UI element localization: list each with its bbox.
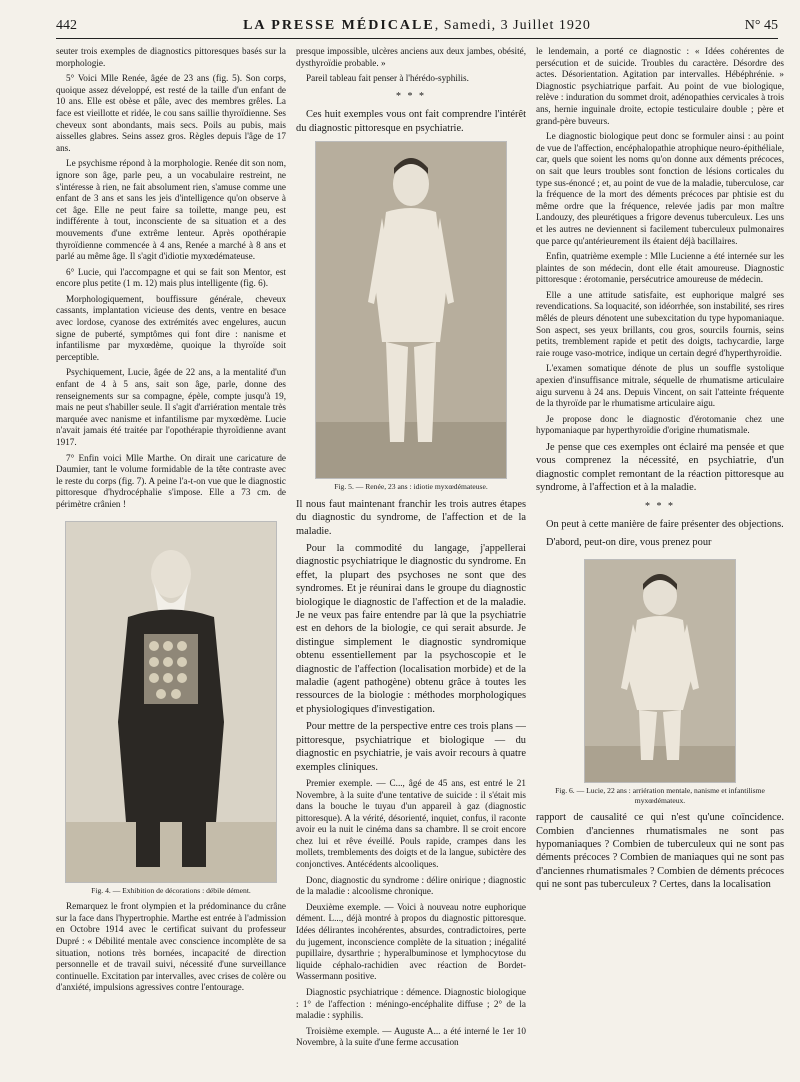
paragraph: Il nous faut maintenant franchir les trois autres étapes du diagnostic du syndrome, de l'affection et de la maladie. [296, 498, 526, 537]
figure-4-photo [65, 521, 277, 883]
paragraph: D'abord, peut-on dire, vous prenez pour [546, 536, 712, 548]
child-figure-illustration [585, 560, 735, 782]
paragraph: Je pense que ces exemples ont éclairé ma pensée et que vous comprenez la nécessité, en psychiatrie, d'un diagnostic complet remontant de la réaction pittoresque au syndrome, à l'affection et à la maladie. [536, 442, 784, 494]
column-3 [536, 46, 784, 1082]
paragraph: Diagnostic psychiatrique : démence. Diagnostic biologique : 1° de l'affection : méningo-encéphalite diffuse ; 2° de la maladie : syphilis. [296, 987, 526, 1021]
paragraph: 5° Voici Mlle Renée, âgée de 23 ans (fig. 5). Son corps, quoique assez développé, est resté de la taille d'un enfant de 10 ans. Elle est obèse et pâle, avec des membres grêles. La face est vieillotte et ridée, le cou sans saillie thyroïdienne. Ses cheveux sont abondants, mais secs. Poils au pubis, mais aisselles glabres. Seins assez gros. Règles depuis l'âge de 17 ans. [56, 73, 286, 153]
paragraph: Je propose donc le diagnostic d'érotomanie chez une hypomaniaque par hyperthyroïdie d'origine rhumatismale. [536, 413, 784, 436]
paragraph: Morphologiquement, bouffissure générale, cheveux cassants, implantation vicieuse des dents, ventre en besace avec lordose, cyanose des extrémités avec engelures, aucun signe de puberté, symptômes qui font dire : nanisme et infantilisme par myxœdème, quoique la thyroïde soit perceptible. [56, 293, 286, 362]
paragraph: On peut à cette manière de faire présenter des objections. [546, 519, 784, 531]
page-number: 442 [56, 18, 77, 33]
issue-date: , Samedi, 3 Juillet 1920 [434, 18, 591, 33]
figure-5-photo [315, 141, 507, 479]
paragraph: Pour mettre de la perspective entre ces trois plans — pittoresque, psychiatrique et biologique — du diagnostic en psychiatrie, je vais avoir recours à quatre exemples cliniques. [296, 721, 526, 773]
paragraph: seuter trois exemples de diagnostics pittoresques basés sur la morphologie. [56, 46, 286, 68]
section-separator: * * * [645, 500, 675, 512]
paragraph: 6° Lucie, qui l'accompagne et qui se fait son Mentor, est encore plus petite (1 m. 12) mais plus intelligente (fig. 6). [56, 266, 286, 289]
paragraph: Pareil tableau fait penser à l'hérédo-syphilis. [306, 73, 469, 84]
running-header [56, 16, 778, 39]
figure-6-caption: Fig. 6. — Lucie, 22 ans : arriération mentale, nanisme et infantilisme myxœdémateux. [555, 786, 765, 805]
paragraph: Le diagnostic biologique peut donc se formuler ainsi : au point de vue de l'affection, encéphalopathie atrophique neuro-épithéliale, car, quels que soient les noms qu'on donne aux déments précoces, on sait que leurs troubles sont fonction de lésions corticales du type sus-énoncé ; et, au point de vue de la maladie, tuberculose, car la fréquence de la mort des déments précoces par phtisie est du même ordre que la fréquence, relevée jadis par mon maître Landouzy, des pleurétiques a frigore devenus tuberculeux. Les uns et les autres ne deviennent si facilement tuberculeux pulmonaires que parce qu'antérieurement ils étaient déjà bacillaires. [536, 131, 784, 246]
paragraph: Elle a une attitude satisfaite, est euphorique malgré ses revendications. Sa loquacité, son idéorrhée, son instabilité, ses rires mêlés de pleurs dénotent une subexcitation du type hypomaniaque. Son aspect, ses yeux brillants, cou gros, sourcils fournis, seins petits, tremblement rapide et petit des doigts, tachycardie, large raie rouge vaso-motrice, indique un certain degré d'hyperthyroïdie. [536, 289, 784, 358]
paragraph: Troisième exemple. — Auguste A... a été interné le 1er 10 Novembre, à la suite d'une ferme accusation [296, 1025, 526, 1048]
paragraph: 7° Enfin voici Mlle Marthe. On dirait une caricature de Daumier, tant le volume formidable de la tête contraste avec le reste du corps (fig. 7). A peine l'a-t-on vue que le diagnostic pittoresque d'hydrocéphalie s'impose. Elle a 73 cm. de périmètre crânien ! [56, 452, 286, 509]
column-1 [56, 46, 286, 1082]
paragraph: Premier exemple. — C..., âgé de 45 ans, est entré le 21 Novembre, à la suite d'une tentative de suicide : il s'était mis dans la bouche le tuyau d'un appareil à gaz (diagnostic pittoresque). A la vérité, désorienté, inquiet, confus, il raconte avoir eu la nuit le cinéma dans sa chambre. Il se croit encore chez lui et rêve éveillé. Pouls rapide, crampes dans les mollets, tremblements des doigts et de la langue, subictère des conjonctives. Antécédents alcooliques. [296, 777, 526, 870]
standing-woman-illustration [316, 142, 506, 478]
journal-title [56, 16, 778, 36]
figure-6-photo [584, 559, 736, 783]
section-separator: * * * [396, 90, 426, 102]
column-2 [296, 46, 526, 1082]
paragraph: Le psychisme répond à la morphologie. Renée dit son nom, ignore son âge, parle peu, a un vocabulaire restreint, ne s'intéresse à rien, ne fait absolument rien, s'amuse comme une enfant de 3 ans et sans les jeis d'intelligence qu'on observe à cet âge. Elle ne peut faire sa toilette, mange peu, est indifférente à tout, inconsciente de sa situation et a des mouvements d'une extrême lenteur. Après opothérapie thyroïdienne commencée à 4 ans, Renée a marché à 8 ans et parlé au même âge. Il s'agit d'idiotie myxœdémateuse. [56, 158, 286, 262]
paragraph: rapport de causalité ce qui n'est qu'une coïncidence. Combien d'anciennes rhumatismales ne sont pas hypomaniaques ? Combien de tuberculeux qui ne sont pas déments précoces ? Combien de maniaques qui ne sont pas d'anciennes rhumatismales ? Combien de déments précoces qui ne sont pas tuberculeux ? Certes, dans la localisation [536, 812, 784, 891]
paragraph: presque impossible, ulcères anciens aux deux jambes, obésité, dysthyroïdie probable. » [296, 46, 526, 68]
figure-5-caption: Fig. 5. — Renée, 23 ans : idiotie myxœdémateuse. [334, 482, 488, 492]
paragraph: Donc, diagnostic du syndrome : délire onirique ; diagnostic de la maladie : alcoolisme chronique. [296, 874, 526, 897]
paragraph: Remarquez le front olympien et la prédominance du crâne sur la face dans l'hypertrophie. Marthe est entrée à l'admission en Octobre 1914 avec le certificat suivant du professeur Dupré : « Débilité mentale avec conscience incomplète de sa situation, notions très bornées, incapacité de direction personnelle et de travail suivi, nécessité d'une surveillance continuelle. Excitation par intervalles, avec crises de colère ou d'anxiété, impulsions agressives contre l'entourage. [56, 901, 286, 993]
paragraph: le lendemain, a porté ce diagnostic : « Idées cohérentes de persécution et de suicide. Troubles du caractère. Désordre des actes. Désorientation. Agitation par intervalles. Hébéphrénie. » Diagnostic psychiatrique parfait. Au point de vue biologique, relève : induration du sommet droit, adénopathies cervicales à trois ans, hernie inguinale droite, ectopie testiculaire double ; père et grand-père buveurs. [536, 46, 784, 126]
paragraph: Deuxième exemple. — Voici à nouveau notre euphorique dément. L..., déjà montré à propos du diagnostic pittoresque. Idées délirantes incohérentes, absurdes, contradictoires, perte du jugement, inconscience complète de la situation ; inégalité pupillaire, dysarthrie ; hyperalbuminose et lymphocytose du liquide céphalo-rachidien avec réaction de Bordet-Wassermann positive. [296, 901, 526, 982]
paragraph: Enfin, quatrième exemple : Mlle Lucienne a été internée sur les plaintes de son médecin, dont elle était amoureuse. Diagnostic pittoresque : érotomanie, persécutrice amoureuse de médecin. [536, 251, 784, 285]
issue-number: N° 45 [744, 18, 778, 33]
paragraph: Pour la commodité du langage, j'appellerai diagnostic psychiatrique le diagnostic du syndrome. En effet, la plupart des psychoses ne sont que des syndromes. Et je réunirai dans le groupe du diagnostic biologique le diagnostic de l'affection et de la maladie. Je ne veux pas faire entendre par là que la psychiatrie est en dehors de la biologie, ce qui serait absurde. Je distingue simplement le diagnostic syndromique obtenu essentiellement par la psychoscopie et le diagnostic de l'affection (localisation morbide) et de la maladie (agent pathogène) obtenu grâce à toutes les ressources de la biologie : méthodes morphologiques et physiologiques d'investigation. [296, 543, 526, 715]
decorated-man-illustration [66, 522, 276, 882]
paragraph: L'examen somatique dénote de plus un souffle systolique apexien d'insuffisance mitrale, séquelle de rhumatisme articulaire aigu survenu à 24 ans. Depuis Vincent, on sait l'atteinte fréquente de la thyroïde par le rhumatisme articulaire aigu. [536, 363, 784, 409]
paragraph: Ces huit exemples vous ont fait comprendre l'intérêt du diagnostic pittoresque en psychiatrie. [296, 109, 526, 134]
paragraph: Psychiquement, Lucie, âgée de 22 ans, a la mentalité d'un enfant de 4 à 5 ans, sait son âge, parle, donne des renseignements sur sa compagne, épèle, compte jusqu'à 19, mais ne peut s'habiller seule. Il s'agit d'arriération mentale très marquée avec nanisme et infantilisme par myxœdème. Lucie n'avait jamais été traitée par l'opothérapie thyroïdienne avant 1917. [56, 367, 286, 447]
journal-name: LA PRESSE MÉDICALE [243, 18, 435, 33]
figure-4-caption: Fig. 4. — Exhibition de décorations : débile dément. [91, 885, 251, 895]
